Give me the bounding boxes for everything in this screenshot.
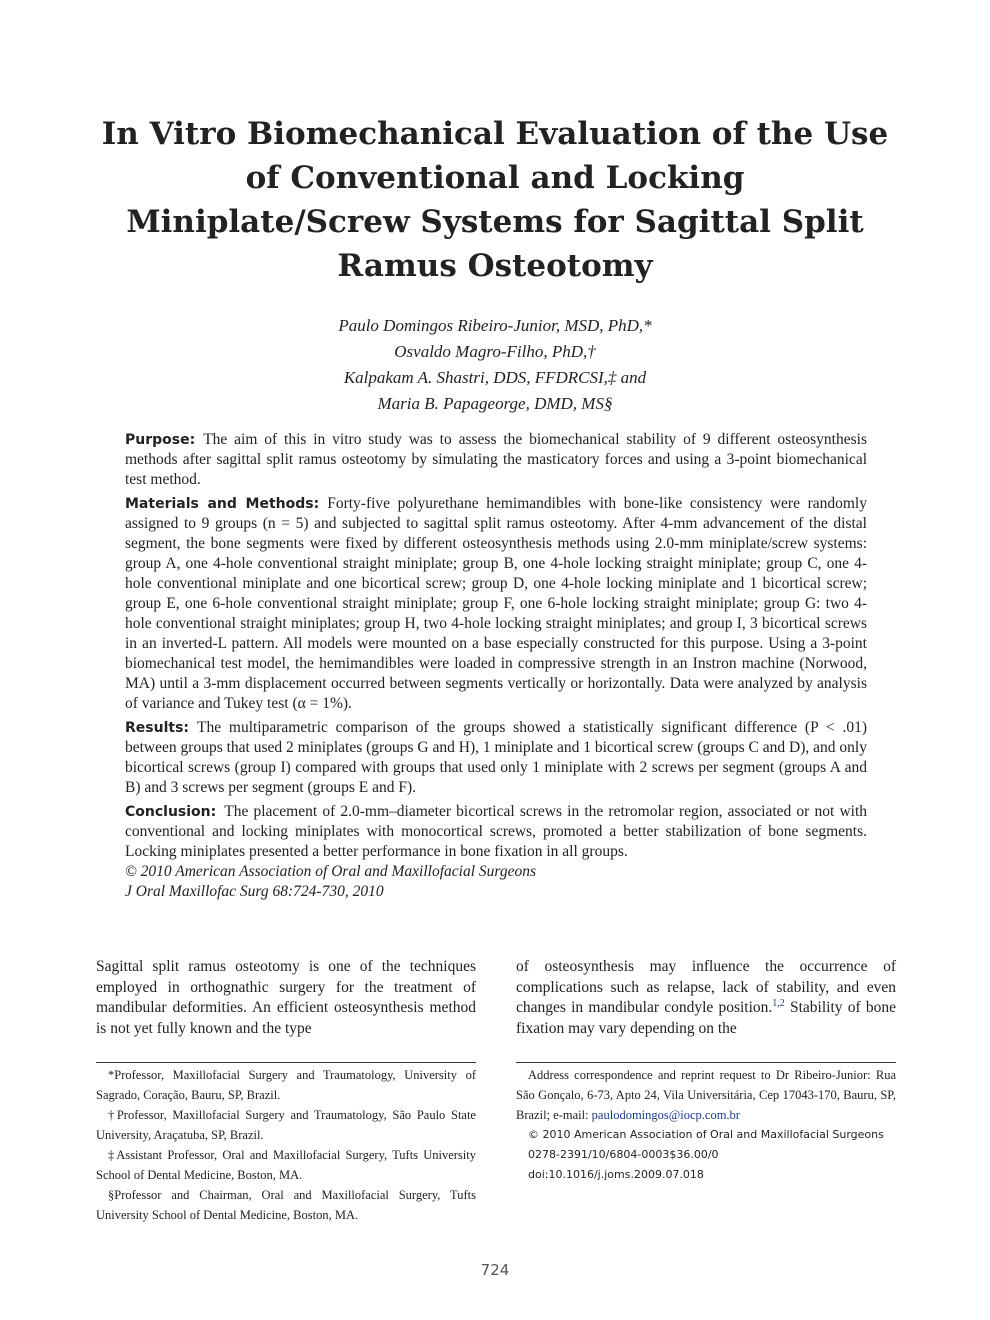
methods-label: Materials and Methods:: [125, 496, 320, 512]
author-2: Osvaldo Magro-Filho, PhD,†: [394, 342, 596, 361]
email-link[interactable]: paulodomingos@iocp.com.br: [591, 1108, 740, 1122]
address-text: Address correspondence and reprint request to Dr Ribeiro-Junior: Rua São Gonçalo, 6-73, Apto 24, Vila Universitária, Cep 17043-170, Bauru, SP, Brazil; e-mail:: [516, 1068, 896, 1122]
abstract-purpose: [125, 430, 867, 490]
author-list: [150, 313, 840, 417]
abstract-methods: [125, 494, 867, 714]
footnote-divider-left: [96, 1062, 476, 1063]
journal-citation: J Oral Maxillofac Surg 68:724-730, 2010: [125, 883, 384, 900]
issn-code: 0278-2391/10/6804-0003$36.00/0: [528, 1148, 719, 1161]
results-text: The multiparametric comparison of the groups showed a statistically significant difference (P < .01) between groups that used 2 miniplates (groups G and H), 1 miniplate and 1 bicortical screw (groups C and D), and only bicortical screws (group I) compared with groups that used only 1 miniplate with 2 screws per segment (groups A and B) and 3 screws per segment (groups E and F).: [125, 719, 867, 796]
footnote-divider-right: [516, 1062, 896, 1063]
author-affiliations: [96, 1065, 476, 1225]
article-title: In Vitro Biomechanical Evaluation of the Use of Conventional and Locking Miniplate/Screw Systems for Sagittal Split Ramus Osteotomy: [101, 116, 889, 284]
affiliation-3: ‡Assistant Professor, Oral and Maxillofacial Surgery, Tufts University School of Dental Medicine, Boston, MA.: [96, 1148, 476, 1182]
purpose-label: Purpose:: [125, 432, 196, 448]
author-1: Paulo Domingos Ribeiro-Junior, MSD, PhD,*: [338, 316, 652, 335]
author-3: Kalpakam A. Shastri, DDS, FFDRCSI,‡ and: [343, 368, 647, 387]
correspondence-info: [516, 1065, 896, 1185]
abstract: [125, 430, 867, 902]
correspondence-address: [516, 1065, 896, 1125]
conclusion-text: The placement of 2.0-mm–diameter bicortical screws in the retromolar region, associated or not with conventional and locking miniplates with monocortical screws, promoted a better stabilization of bone segments. Locking miniplates presented a better performance in bone fixation in all groups.: [125, 803, 867, 860]
affiliation-2: †Professor, Maxillofacial Surgery and Traumatology, São Paulo State University, Araçatuba, SP, Brazil.: [96, 1108, 476, 1142]
abstract-copyright: © 2010 American Association of Oral and Maxillofacial Surgeons: [125, 863, 537, 880]
conclusion-label: Conclusion:: [125, 804, 217, 820]
results-label: Results:: [125, 720, 189, 736]
methods-text: Forty-five polyurethane hemimandibles with bone-like consistency were randomly assigned to 9 groups (n = 5) and subjected to sagittal split ramus osteotomy. After 4-mm advancement of the distal segment, the bone segments were fixed by different osteosynthesis methods using 2.0-mm miniplate/screw systems: group A, one 4-hole conventional straight miniplate; group B, one 4-hole locking straight miniplate; group C, one 4-hole conventional miniplate and one bicortical screw; group D, one 4-hole locking miniplate and 1 bicortical screw; group E, one 6-hole conventional straight miniplate; group F, one 6-hole locking straight miniplate; group G: two 4-hole conventional straight miniplates; group H, two 4-hole locking straight miniplates; and group I, 3 bicortical screws in an inverted-L pattern. All models were mounted on a base especially constructed for this purpose. Using a 3-point biomechanical test model, the hemimandibles were loaded in compressive strength in an Instron machine (Norwood, MA) until a 3-mm displacement occurred between segments vertically or horizontally. Data were analyzed by analysis of variance and Tukey test (α = 1%).: [125, 495, 867, 712]
body-text-left: Sagittal split ramus osteotomy is one of the techniques employed in orthognathic surgery for the treatment of mandibular deformities. An efficient osteosynthesis method is not yet fully known and the type: [96, 958, 476, 1037]
footer-copyright: © 2010 American Association of Oral and Maxillofacial Surgeons: [528, 1128, 884, 1141]
page-number: 724: [480, 1261, 510, 1279]
purpose-text: The aim of this in vitro study was to assess the biomechanical stability of 9 different osteosynthesis methods after sagittal split ramus osteotomy by simulating the masticatory forces and using a 3-point biomechanical test method.: [125, 431, 867, 488]
body-text-right: [516, 957, 896, 1039]
affiliation-4: §Professor and Chairman, Oral and Maxillofacial Surgery, Tufts University School of Dental Medicine, Boston, MA.: [96, 1188, 476, 1222]
body-text-right-a: of osteosynthesis may influence the occurrence of complications such as relapse, lack of stability, and even changes in mandibular condyle position.: [516, 958, 896, 1016]
body-text-right-b: Stability of bone fixation may vary depending on the: [516, 999, 896, 1037]
reference-link[interactable]: 1,2: [772, 997, 785, 1009]
abstract-conclusion: [125, 802, 867, 862]
affiliation-1: *Professor, Maxillofacial Surgery and Traumatology, University of Sagrado, Coração, Bauru, SP, Brazil.: [96, 1068, 476, 1102]
doi-link[interactable]: doi:10.1016/j.joms.2009.07.018: [528, 1168, 704, 1181]
author-4: Maria B. Papageorge, DMD, MS§: [377, 394, 613, 413]
abstract-results: [125, 718, 867, 798]
